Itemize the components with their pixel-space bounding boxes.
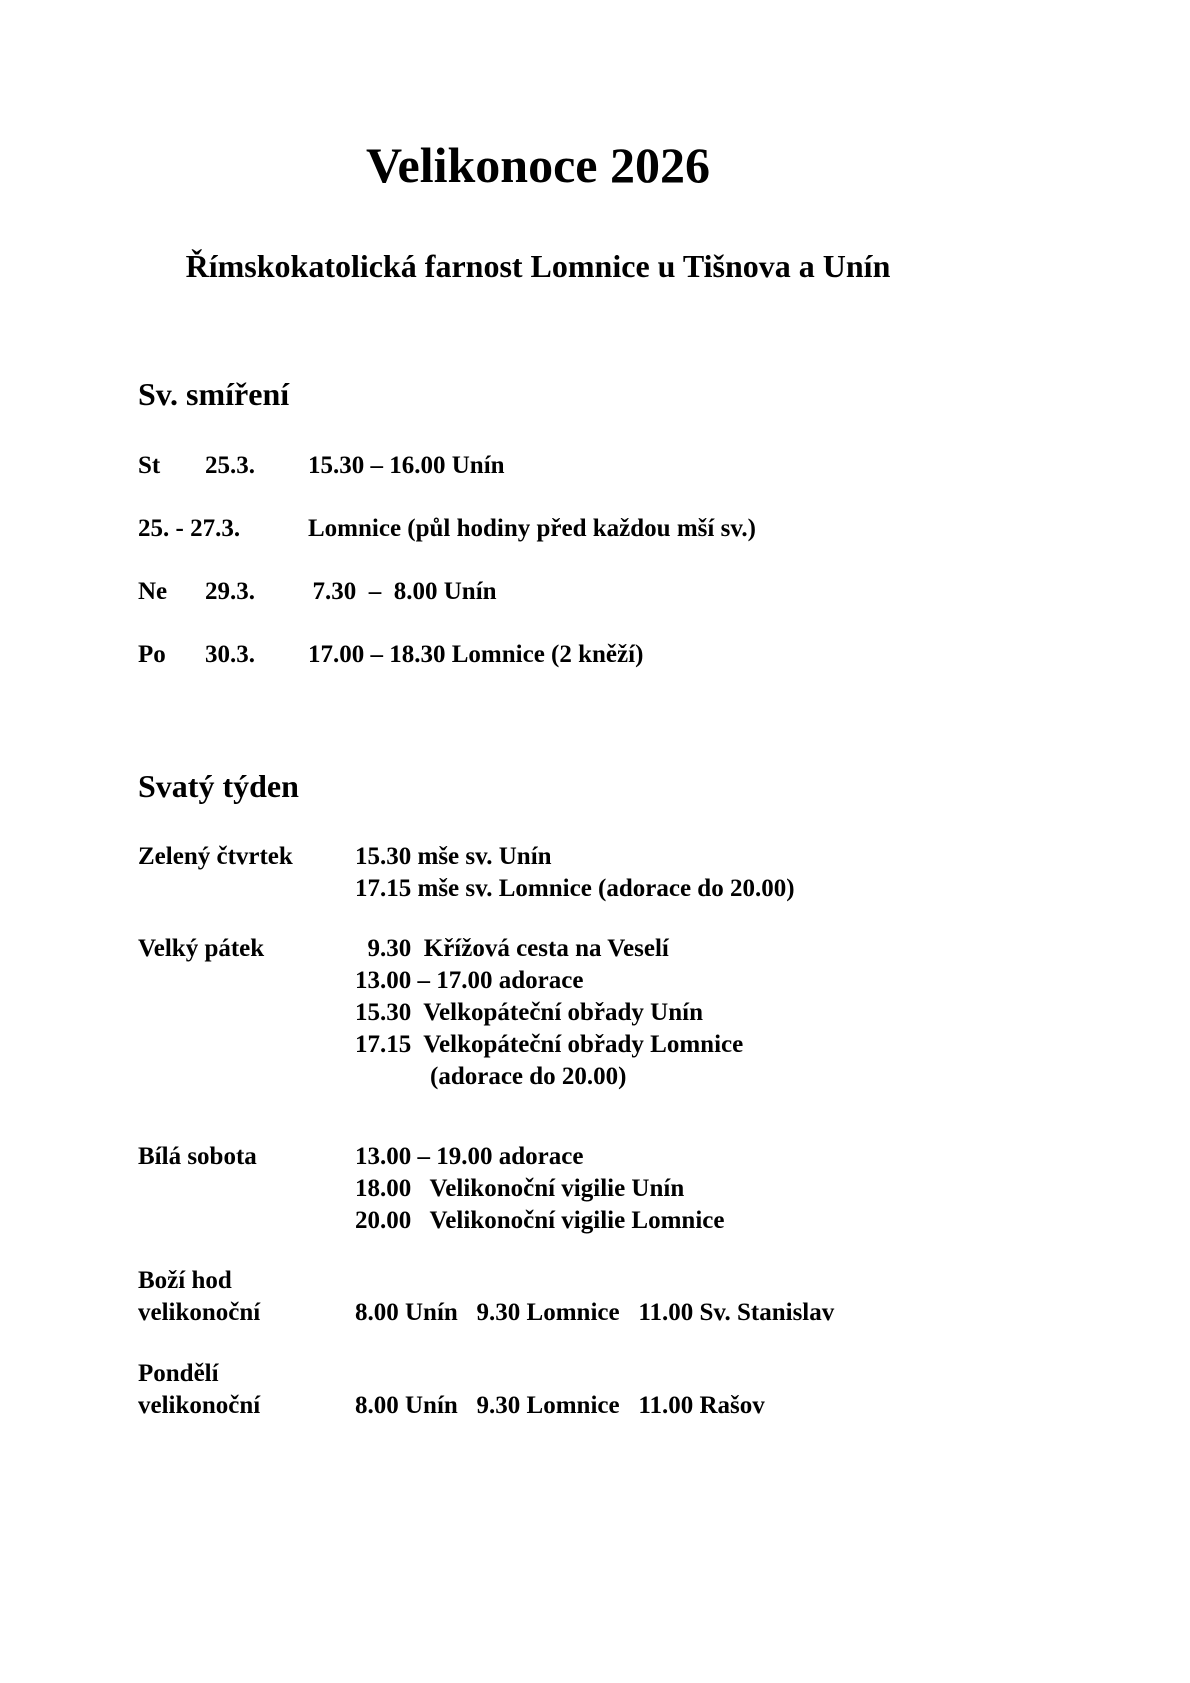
confession-detail: 17.00 – 18.30 Lomnice (2 kněží) [308, 641, 644, 668]
entry-label-line2: velikonoční [138, 1299, 261, 1326]
confession-date: 29.3. [205, 578, 255, 605]
entry-label: Pondělí [138, 1360, 219, 1387]
confession-day: St [138, 452, 161, 479]
confession-section-heading: Sv. smíření [138, 376, 290, 412]
confession-day: Ne [138, 578, 168, 605]
entry-line: 17.15 Velkopáteční obřady Lomnice [355, 1031, 744, 1058]
entry-label: Velký pátek [138, 935, 265, 962]
entry-line: 8.00 Unín 9.30 Lomnice 11.00 Rašov [355, 1392, 765, 1419]
entry-line: (adorace do 20.00) [355, 1063, 627, 1090]
entry-line: 13.00 – 17.00 adorace [355, 967, 584, 994]
entry-line: 20.00 Velikonoční vigilie Lomnice [355, 1207, 725, 1234]
entry-label-line2: velikonoční [138, 1392, 261, 1419]
document-subtitle: Římskokatolická farnost Lomnice u Tišnova a Unín [185, 248, 891, 284]
entry-label: Boží hod [138, 1267, 232, 1294]
entry-label: Zelený čtvrtek [138, 843, 293, 870]
confession-detail: 15.30 – 16.00 Unín [308, 452, 505, 479]
entry-line: 17.15 mše sv. Lomnice (adorace do 20.00) [355, 875, 795, 902]
confession-detail: 7.30 – 8.00 Unín [300, 578, 497, 605]
entry-line: 8.00 Unín 9.30 Lomnice 11.00 Sv. Stanislav [355, 1299, 835, 1326]
confession-date: 25.3. [205, 452, 255, 479]
entry-line: 15.30 mše sv. Unín [355, 843, 552, 870]
confession-date: 30.3. [205, 641, 255, 668]
entry-line: 13.00 – 19.00 adorace [355, 1143, 584, 1170]
confession-day: Po [138, 641, 166, 668]
entry-line: 9.30 Křížová cesta na Veselí [355, 935, 669, 962]
confession-date: 25. - 27.3. [138, 515, 241, 542]
entry-label: Bílá sobota [138, 1143, 257, 1170]
entry-line: 18.00 Velikonoční vigilie Unín [355, 1175, 685, 1202]
entry-line: 15.30 Velkopáteční obřady Unín [355, 999, 703, 1026]
document-title: Velikonoce 2026 [366, 137, 710, 193]
confession-detail: Lomnice (půl hodiny před každou mší sv.) [308, 515, 757, 542]
holy-week-section-heading: Svatý týden [138, 768, 299, 804]
